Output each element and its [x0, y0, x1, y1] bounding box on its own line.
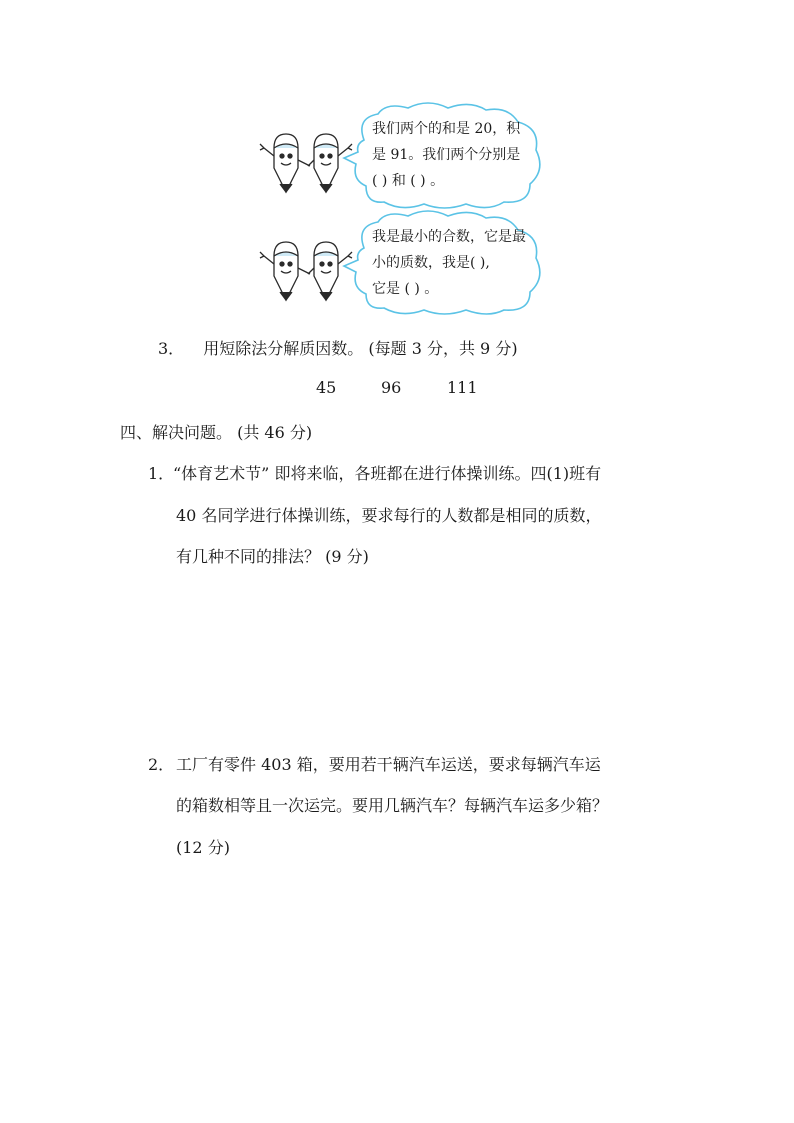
pencil-icon — [260, 242, 310, 300]
question-3 — [158, 336, 518, 359]
riddle-line: 小的质数，我是( ), — [372, 255, 490, 271]
number-value: 111 — [447, 378, 478, 397]
riddle-text — [372, 116, 520, 194]
problem-1-line: “体育艺术节” 即将来临，各班都在进行体操训练。四(1)班有 — [173, 464, 602, 483]
riddle-line: 我们两个的和是 20，积 — [372, 121, 521, 137]
problem-1-number: 1． — [148, 464, 175, 483]
riddle-2 — [252, 208, 552, 316]
problem-2-line: 工厂有零件 403 箱，要用若干辆汽车运送，要求每辆汽车运 — [176, 755, 601, 774]
riddle-line: 我是最小的合数，它是最 — [372, 229, 526, 245]
riddle-line: ( ) 和 ( ) 。 — [372, 173, 445, 189]
problem-1-line: 40 名同学进行体操训练，要求每行的人数都是相同的质数， — [176, 506, 602, 525]
number-value: 96 — [381, 378, 402, 397]
question-text: 用短除法分解质因数。 (每题 3 分，共 9 分) — [203, 339, 518, 358]
riddle-text — [372, 224, 526, 302]
problem-1-line: 有几种不同的排法？ (9 分) — [176, 547, 369, 566]
problem-2-line: 的箱数相等且一次运完。要用几辆汽车？每辆汽车运多少箱？ — [176, 796, 609, 815]
pencil-icon — [308, 242, 352, 300]
section-heading: 四、解决问题。 (共 46 分) — [120, 423, 313, 442]
riddle-line: 它是 ( ) 。 — [372, 281, 439, 297]
pencil-icon — [308, 134, 352, 192]
riddle-line: 是 91。我们两个分别是 — [372, 147, 521, 163]
problem-2-number: 2． — [148, 755, 175, 774]
problem-2-line: (12 分) — [176, 838, 230, 857]
riddle-1 — [252, 100, 552, 210]
pencil-icon — [260, 134, 310, 192]
question-number: 3． — [158, 339, 185, 358]
number-value: 45 — [316, 378, 337, 397]
